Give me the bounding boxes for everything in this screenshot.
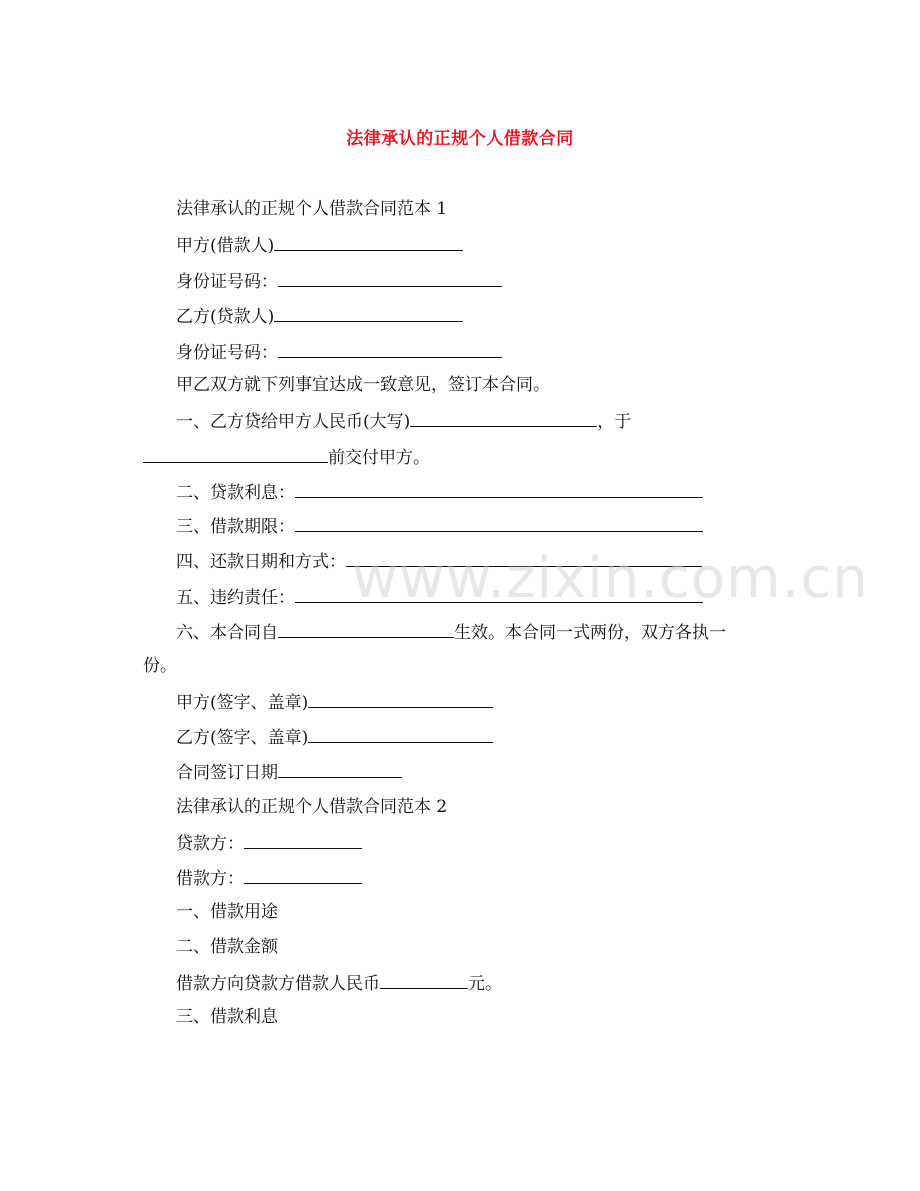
sign-date-label: 合同签订日期: [176, 763, 278, 783]
id-number-b-label: 身份证号码：: [176, 343, 278, 363]
clause-1-conj: ，于: [597, 412, 632, 432]
lender-label: 贷款方：: [176, 834, 244, 854]
lender-blank: [244, 831, 362, 849]
clause-2-label: 二、贷款利息：: [176, 483, 295, 503]
section-1-heading: 一、借款用途: [176, 902, 278, 922]
borrower-blank: [244, 866, 362, 884]
clause-2-blank: [295, 480, 703, 498]
clause-6-end: 份。: [143, 656, 177, 676]
section-2-heading: 二、借款金额: [176, 937, 278, 957]
lender-line: [176, 831, 362, 855]
party-b-blank: [274, 304, 463, 322]
clause-1-date-blank: [143, 445, 328, 463]
sample1-heading: 法律承认的正规个人借款合同范本 1: [176, 199, 448, 219]
borrower-label: 借款方：: [176, 869, 244, 889]
id-number-a-blank: [278, 269, 502, 287]
sample2-heading: 法律承认的正规个人借款合同范本 2: [176, 797, 448, 817]
clause-6-blank: [278, 620, 454, 638]
sign-date-line: [176, 760, 402, 784]
party-a-line: [176, 233, 463, 257]
clause-3-line: [176, 514, 703, 538]
clause-2-line: [176, 480, 703, 504]
sign-a-label: 甲方(签字、盖章): [176, 693, 309, 713]
id-number-b-blank: [278, 340, 502, 358]
sign-a-line: [176, 690, 493, 714]
clause-3-label: 三、借款期限：: [176, 517, 295, 537]
party-b-line: [176, 304, 463, 328]
id-number-a-line: [176, 269, 502, 293]
id-number-a-label: 身份证号码：: [176, 272, 278, 292]
clause-1-line: [176, 409, 631, 433]
agreement-intro: 甲乙双方就下列事宜达成一致意见，签订本合同。: [176, 375, 550, 395]
clause-6-label: 六、本合同自: [176, 623, 278, 643]
clause-1-cont-line: [143, 445, 430, 469]
clause-3-blank: [295, 514, 703, 532]
clause-1-end: 前交付甲方。: [328, 448, 430, 468]
amount-unit: 元。: [468, 974, 502, 994]
amount-label: 借款方向贷款方借款人民币: [176, 974, 380, 994]
party-b-label: 乙方(贷款人): [176, 307, 275, 327]
party-a-label: 甲方(借款人): [176, 236, 275, 256]
page-title: 法律承认的正规个人借款合同: [346, 129, 574, 149]
watermark: www.zixin.com.cn: [352, 546, 869, 611]
borrower-line: [176, 866, 362, 890]
clause-1-amount-blank: [410, 409, 597, 427]
sign-b-label: 乙方(签字、盖章): [176, 728, 309, 748]
sign-b-line: [176, 725, 493, 749]
sign-date-blank: [278, 760, 402, 778]
sign-a-blank: [308, 690, 493, 708]
clause-4-label: 四、还款日期和方式：: [176, 552, 346, 572]
party-a-blank: [274, 233, 463, 251]
clause-1-label: 一、乙方贷给甲方人民币(大写): [176, 412, 411, 432]
clause-6-text: 生效。本合同一式两份，双方各执一: [454, 623, 726, 643]
amount-blank: [380, 971, 468, 989]
clause-6-line: [176, 620, 726, 644]
id-number-b-line: [176, 340, 502, 364]
clause-5-label: 五、违约责任：: [176, 588, 295, 608]
sign-b-blank: [308, 725, 493, 743]
section-3-heading: 三、借款利息: [176, 1007, 278, 1027]
amount-line: [176, 971, 502, 995]
